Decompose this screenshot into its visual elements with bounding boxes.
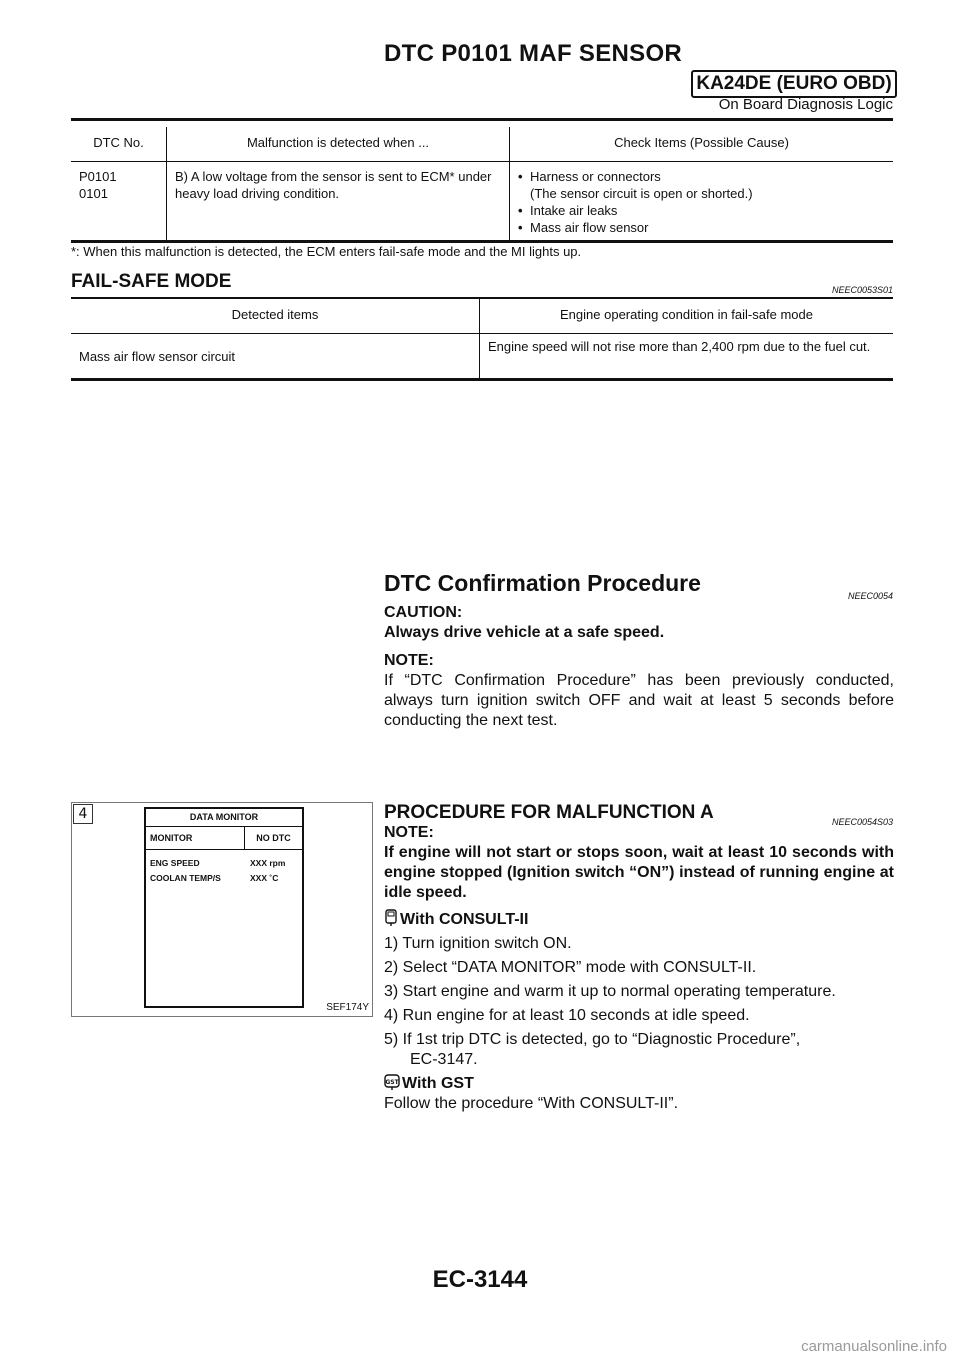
procedure-note-label: NOTE: [384, 824, 434, 841]
page-title: DTC P0101 MAF SENSOR [384, 40, 683, 67]
procedure-note-text: If engine will not start or stops soon, wait at least 10 seconds with engine stopped (Ignition switch “ON”) instead of running engine at idle speed. [384, 844, 894, 901]
procedure-a-ref: NEEC0054S03 [831, 817, 893, 827]
gst-label: With GST [402, 1075, 474, 1092]
col-dtc-no: DTC No. [71, 127, 167, 162]
note-text: If “DTC Confirmation Procedure” has been previously conducted, always turn ignition switch OFF and wait at least 5 seconds before conducting the next test. [384, 672, 894, 729]
header-rule [71, 118, 893, 121]
check-items-cell [510, 162, 894, 242]
col-check-items: Check Items (Possible Cause) [510, 127, 894, 162]
dtc-code: P0101 [79, 169, 117, 184]
page-number: EC-3144 [432, 1266, 528, 1293]
bullet-icon: • [518, 220, 523, 235]
dtc-number-cell [71, 162, 167, 242]
caution-label: CAUTION: [384, 604, 463, 621]
monitor-status: NO DTC [256, 833, 291, 843]
section-subtitle: On Board Diagnosis Logic [718, 96, 893, 113]
fail-safe-ref: NEEC0053S01 [831, 285, 893, 295]
dtc-confirmation-body [384, 603, 894, 731]
dtc-table-note: *: When this malfunction is detected, the ECM enters fail-safe mode and the MI lights up. [71, 244, 582, 259]
dtc-confirmation-heading: DTC Confirmation Procedure [384, 570, 701, 596]
list-item: ENG SPEED XXX rpm [150, 858, 286, 868]
dtc-confirmation-ref: NEEC0054 [847, 591, 893, 601]
dtc-code-alt: 0101 [79, 186, 108, 201]
step-4: 4) Run engine for at least 10 seconds at idle speed. [384, 1007, 750, 1024]
dtc-table [71, 127, 893, 243]
detected-item: Mass air flow sensor circuit [79, 348, 236, 364]
procedure-a-body [384, 823, 894, 1114]
malfunction-condition: B) A low voltage from the sensor is sent to ECM* under heavy load driving condition. [167, 162, 510, 242]
step-3: 3) Start engine and warm it up to normal operating temperature. [384, 983, 836, 1000]
col-engine-condition: Engine operating condition in fail-safe mode [480, 298, 894, 334]
procedure-a-heading: PROCEDURE FOR MALFUNCTION A [384, 802, 714, 823]
figure-number: 4 [73, 804, 93, 824]
list-item: • Harness or connectors [518, 169, 661, 184]
figure-code: SEF174Y [326, 1002, 369, 1013]
list-item: • Mass air flow sensor [518, 220, 649, 235]
gst-text: Follow the procedure “With CONSULT-II”. [384, 1095, 679, 1112]
consult-label: With CONSULT-II [400, 911, 529, 928]
consult-tool-icon [384, 909, 398, 927]
engine-badge: KA24DE (EURO OBD) [691, 70, 897, 98]
svg-text:GST: GST [385, 1079, 399, 1086]
list-item: • Intake air leaks [518, 203, 618, 218]
monitor-data [146, 850, 302, 886]
bullet-icon: • [518, 203, 523, 218]
gst-tool-icon [384, 1074, 400, 1091]
watermark: carmanualsonline.info [801, 1338, 947, 1355]
consult-heading [384, 909, 894, 930]
monitor-title: DATA MONITOR [146, 809, 302, 827]
col-malfunction: Malfunction is detected when ... [167, 127, 510, 162]
monitor-header-row [146, 827, 302, 850]
step-1: 1) Turn ignition switch ON. [384, 935, 572, 952]
monitor-col-label: MONITOR [146, 827, 245, 849]
fail-safe-header [71, 298, 893, 334]
table-row [71, 162, 893, 242]
col-detected-items: Detected items [71, 298, 480, 334]
step-5: 5) If 1st trip DTC is detected, go to “Diagnostic Procedure”, [384, 1031, 801, 1048]
table-row [71, 334, 893, 380]
data-monitor-screen [144, 807, 304, 1008]
bullet-icon: • [518, 169, 523, 184]
engine-condition: Engine speed will not rise more than 2,400 rpm due to the fuel cut. [480, 334, 894, 380]
gst-heading [384, 1074, 894, 1094]
caution-text: Always drive vehicle at a safe speed. [384, 624, 665, 641]
fail-safe-table [71, 297, 893, 381]
step-2: 2) Select “DATA MONITOR” mode with CONSULT-II. [384, 959, 757, 976]
dtc-table-header [71, 127, 893, 162]
note-label: NOTE: [384, 652, 434, 669]
step-5-ref: EC-3147. [410, 1051, 478, 1068]
fail-safe-heading: FAIL-SAFE MODE [71, 271, 232, 292]
list-item: (The sensor circuit is open or shorted.) [530, 186, 753, 201]
list-item: COOLAN TEMP/S XXX ˚C [150, 873, 279, 883]
